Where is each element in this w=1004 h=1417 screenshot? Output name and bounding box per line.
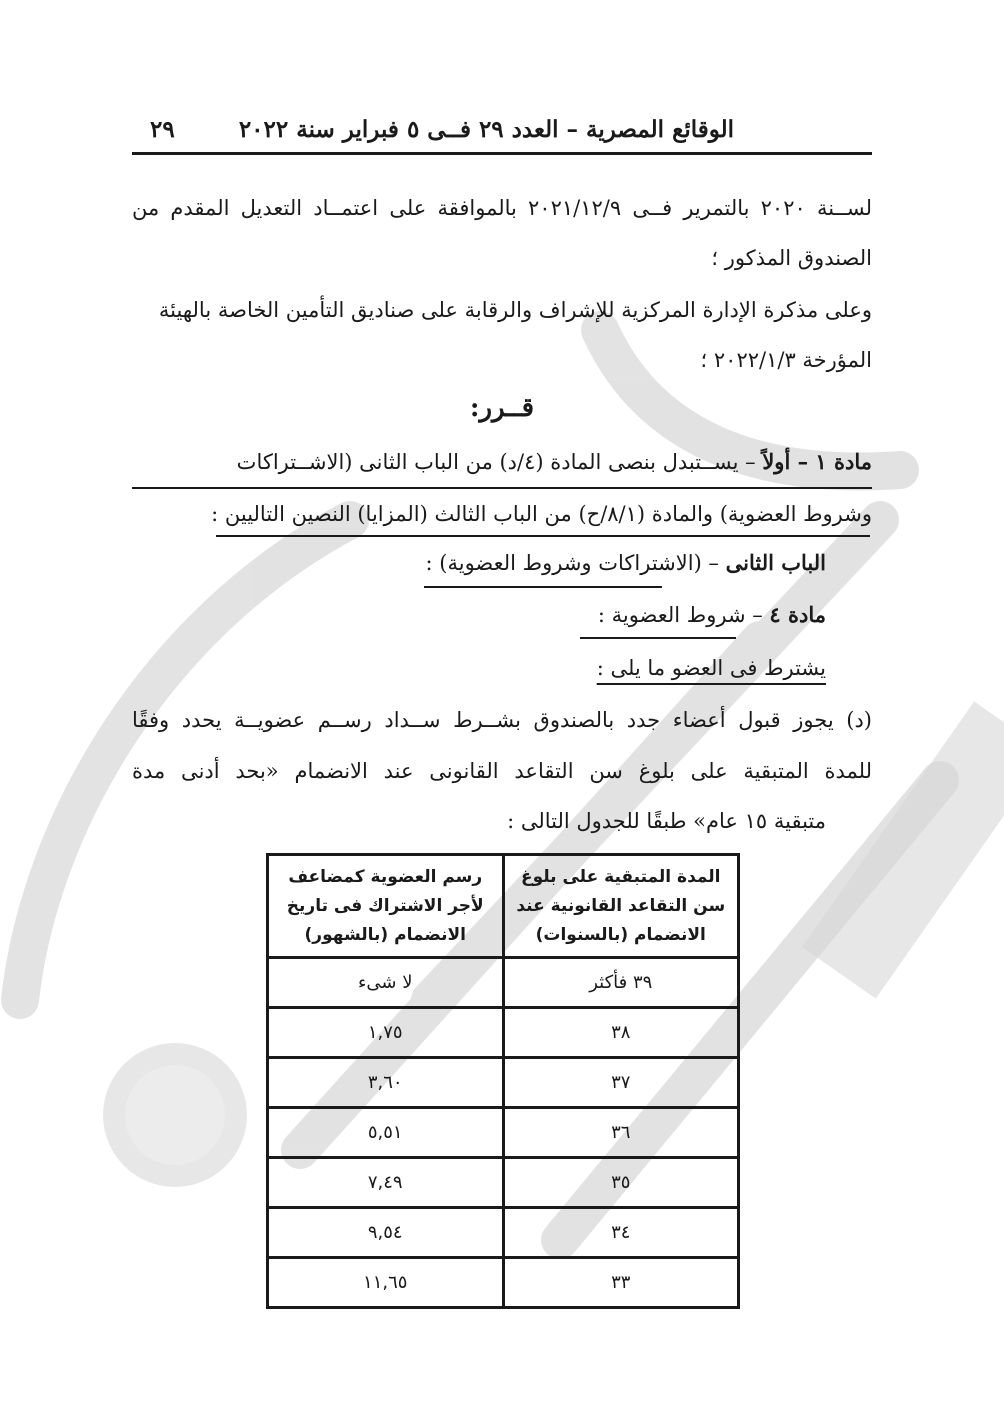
underline-rule: [132, 487, 872, 489]
article-1-line-1: [237, 445, 872, 479]
column-header-years: المدة المتبقية على بلوغ سن التقاعد القانونية عند الانضمام (بالسنوات): [503, 855, 739, 958]
page-header: [132, 112, 872, 155]
membership-fee-table: [266, 853, 740, 1309]
cell-fee: لا شىء: [268, 958, 504, 1008]
cell-fee: ٥,٥١: [268, 1108, 504, 1158]
item-d-line-3: متبقية ١٥ عام» طبقًا للجدول التالى :: [507, 809, 826, 833]
cell-years: ٣٣: [503, 1258, 739, 1308]
cell-years: ٣٤: [503, 1208, 739, 1258]
condition-intro: يشترط فى العضو ما يلى :: [596, 656, 826, 680]
chapter-heading: [426, 546, 826, 580]
article-4-heading: [598, 598, 826, 632]
underline-rule: [216, 535, 870, 537]
paragraph-2-line-2: المؤرخة ٢٠٢٢/١/٣ ؛: [700, 348, 872, 372]
table-row: [268, 1108, 739, 1158]
cell-fee: ١,٧٥: [268, 1008, 504, 1058]
paragraph-1-line-2: الصندوق المذكور ؛: [711, 246, 872, 270]
cell-years: ٣٦: [503, 1108, 739, 1158]
underline-rule: [580, 637, 736, 639]
table-row: [268, 958, 739, 1008]
table-row: [268, 1008, 739, 1058]
table-row: [268, 1158, 739, 1208]
cell-fee: ٩,٥٤: [268, 1208, 504, 1258]
table-row: [268, 1208, 739, 1258]
chapter-label: الباب الثانى: [725, 550, 826, 575]
cell-fee: ١١,٦٥: [268, 1258, 504, 1308]
cell-fee: ٣,٦٠: [268, 1058, 504, 1108]
article-1-text: – يســتبدل بنصى المادة (٤/د) من الباب الثانى (الاشــتراكات: [236, 450, 763, 474]
paragraph-2-line-1: وعلى مذكرة الإدارة المركزية للإشراف والرقابة على صناديق التأمين الخاصة بالهيئة: [158, 298, 872, 322]
article-4-text: – شروط العضوية :: [597, 603, 770, 627]
decision-heading: قــرر:: [469, 393, 535, 423]
item-d-line-1: (د) يجوز قبول أعضاء جدد بالصندوق بشــرط ســداد رســم عضويــة يحدد وفقًا: [132, 708, 872, 732]
paragraph-1-line-1: لســنة ٢٠٢٠ بالتمرير فــى ٢٠٢١/١٢/٩ بالموافقة على اعتمــاد التعديل المقدم من: [132, 196, 872, 220]
cell-years: ٣٧: [503, 1058, 739, 1108]
table-row: [268, 1058, 739, 1108]
table-row: [268, 1258, 739, 1308]
cell-fee: ٧,٤٩: [268, 1158, 504, 1208]
page-number: ٢٩: [150, 116, 175, 143]
cell-years: ٣٨: [503, 1008, 739, 1058]
header-title: الوقائع المصرية – العدد ٢٩ فــى ٥ فبراير سنة ٢٠٢٢: [238, 116, 734, 143]
article-1-line-2: وشروط العضوية) والمادة (٨/١/ح) من الباب الثالث (المزايا) النصين التاليين :: [211, 502, 872, 526]
cell-years: ٣٥: [503, 1158, 739, 1208]
column-header-fee: رسم العضوية كمضاعف لأجر الاشتراك فى تاريخ الانضمام (بالشهور): [268, 855, 504, 958]
article-4-label: مادة ٤: [769, 602, 826, 627]
table-header-row: [268, 855, 739, 958]
chapter-text: – (الاشتراكات وشروط العضوية) :: [425, 551, 726, 575]
underline-rule: [424, 586, 662, 588]
item-d-line-2: للمدة المتبقية على بلوغ سن التقاعد القانونى عند الانضمام «بحد أدنى مدة: [132, 759, 872, 783]
article-1-label: مادة ١ – أولاً: [762, 449, 872, 474]
cell-years: ٣٩ فأكثر: [503, 958, 739, 1008]
